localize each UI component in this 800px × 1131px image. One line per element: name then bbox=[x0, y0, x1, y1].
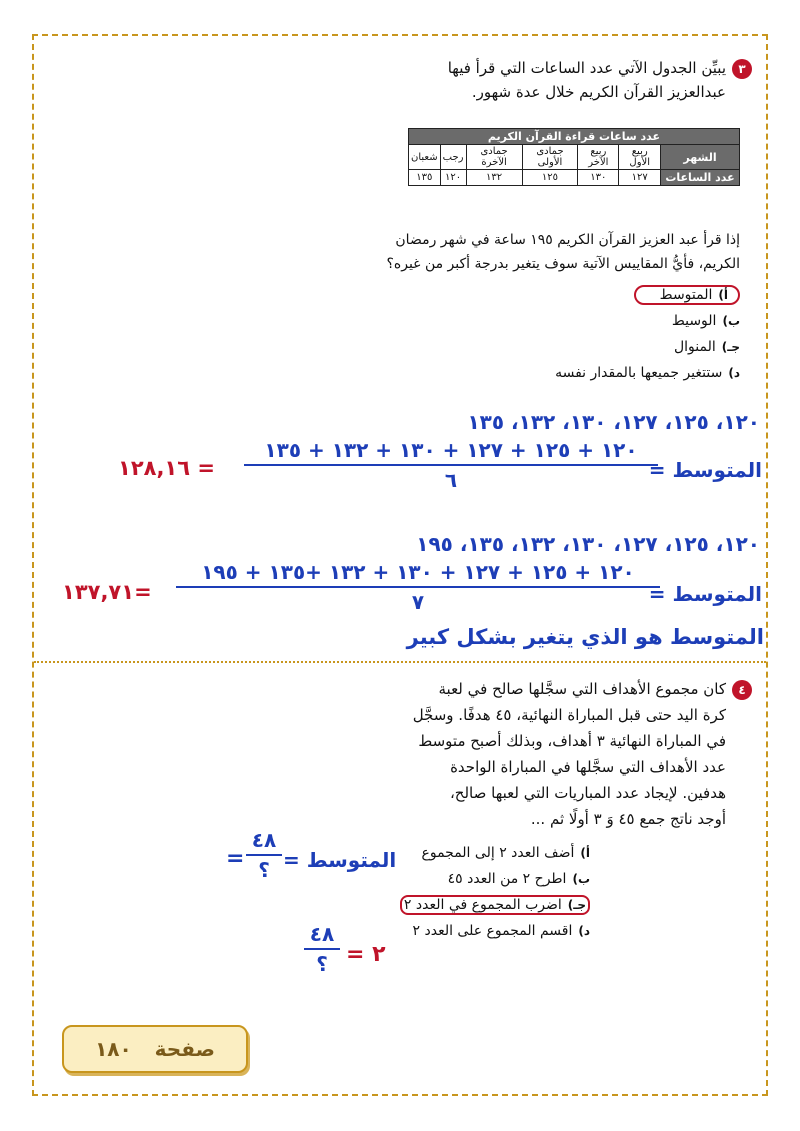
q4-option-d[interactable]: د)اقسم المجموع على العدد ٢ bbox=[412, 923, 590, 939]
table-cell: رجب bbox=[440, 145, 466, 170]
q4-equals: = bbox=[226, 846, 245, 871]
mean-result-2: =١٣٧,٧١ bbox=[62, 580, 152, 604]
fraction-numerator: ٤٨ bbox=[309, 922, 335, 946]
table-cell: جمادى الأولى bbox=[522, 145, 578, 170]
q4-text bbox=[332, 676, 752, 832]
page-label: صفحة bbox=[154, 1037, 215, 1061]
section-divider bbox=[34, 661, 766, 663]
hours-table bbox=[408, 128, 740, 186]
table-cell: ١٢٥ bbox=[522, 170, 578, 186]
q4-line: كان مجموع الأهداف التي سجَّلها صالح في لعبة bbox=[438, 680, 726, 698]
q4-option-c[interactable] bbox=[290, 892, 590, 918]
fraction-denominator: ٦ bbox=[444, 468, 458, 492]
answer-box: جـ)اضرب المجموع في العدد ٢ bbox=[400, 895, 590, 915]
q4-number-badge: ٤ bbox=[732, 680, 752, 700]
q3-option-b[interactable]: ب)الوسيط bbox=[671, 313, 740, 329]
table-cell: شعبان bbox=[409, 145, 441, 170]
q3-sequence-1: ١٢٠، ١٢٥، ١٢٧، ١٣٠، ١٣٢، ١٣٥ bbox=[467, 410, 760, 434]
q3-option-a[interactable] bbox=[340, 282, 740, 308]
q4-line: أوجد ناتج جمع ٤٥ وَ ٣ أولًا ثم ... bbox=[530, 810, 726, 828]
q3-number-badge: ٣ bbox=[732, 59, 752, 79]
q3-conclusion: المتوسط هو الذي يتغير بشكل كبير bbox=[406, 625, 764, 649]
q4-option-a[interactable]: أ)أضف العدد ٢ إلى المجموع bbox=[421, 845, 590, 861]
table-cell: ١٢٠ bbox=[440, 170, 466, 186]
fraction-numerator: ١٢٠ + ١٢٥ + ١٢٧ + ١٣٠ + ١٣٢ +١٣٥ + ١٩٥ bbox=[201, 560, 635, 584]
table-cell: ١٢٧ bbox=[619, 170, 661, 186]
mean-label-1: المتوسط = bbox=[648, 458, 762, 482]
page-number-box bbox=[62, 1025, 248, 1073]
q4-line: كرة اليد حتى قبل المباراة النهائية، ٤٥ هدفًا. وسجَّل bbox=[412, 706, 726, 724]
q3-text bbox=[72, 56, 752, 104]
q3-prompt bbox=[80, 228, 740, 276]
mean-result-1: = ١٢٨,١٦ bbox=[118, 456, 215, 480]
q3-prompt-line2: الكريم، فأيُّ المقاييس الآتية سوف يتغير بدرجة أكبر من غيره؟ bbox=[386, 256, 740, 272]
table-cell: ١٣٥ bbox=[409, 170, 441, 186]
q4-mean-label: المتوسط = bbox=[283, 848, 397, 872]
fraction-denominator: ؟ bbox=[316, 952, 328, 976]
table-cell: ١٣٢ bbox=[466, 170, 522, 186]
table-row-header-hours: عدد الساعات bbox=[661, 170, 740, 186]
q3-option-c[interactable]: جـ)المنوال bbox=[673, 339, 740, 355]
page-number: ١٨٠ bbox=[95, 1037, 132, 1061]
fraction-bar bbox=[304, 948, 340, 950]
answer-circle: أ)المتوسط bbox=[634, 285, 740, 305]
q3-prompt-line1: إذا قرأ عبد العزيز القرآن الكريم ١٩٥ ساعة في شهر رمضان bbox=[395, 232, 740, 248]
fraction-denominator: ٧ bbox=[411, 590, 425, 614]
q4-fraction-1 bbox=[246, 828, 282, 882]
q3-line1: يبيِّن الجدول الآتي عدد الساعات التي قرأ فيها bbox=[447, 59, 726, 77]
table-caption: عدد ساعات قراءة القرآن الكريم bbox=[409, 129, 740, 145]
q4-fraction-2 bbox=[304, 922, 340, 976]
mean-fraction-2 bbox=[176, 560, 660, 614]
q4-line: هدفين. لإيجاد عدد المباريات التي لعبها صالح، bbox=[449, 784, 726, 802]
q4-line: عدد الأهداف التي سجَّلها في المباراة الواحدة bbox=[450, 758, 726, 776]
q4-line: في المباراة النهائية ٣ أهداف، وبذلك أصبح متوسط bbox=[418, 732, 726, 750]
q4-option-b[interactable]: ب)اطرح ٢ من العدد ٤٥ bbox=[447, 871, 590, 887]
q3-sequence-2: ١٢٠، ١٢٥، ١٢٧، ١٣٠، ١٣٢، ١٣٥، ١٩٥ bbox=[416, 532, 760, 556]
mean-fraction-1 bbox=[244, 438, 658, 492]
table-row-header-month: الشهر bbox=[661, 145, 740, 170]
q4-result: = ٢ bbox=[346, 942, 386, 967]
fraction-numerator: ١٢٠ + ١٢٥ + ١٢٧ + ١٣٠ + ١٣٢ + ١٣٥ bbox=[264, 438, 638, 462]
q3-option-d[interactable]: د)ستتغير جميعها بالمقدار نفسه bbox=[555, 365, 740, 381]
table-cell: جمادى الآخرة bbox=[466, 145, 522, 170]
table-cell: ١٣٠ bbox=[578, 170, 619, 186]
q3-line2: عبدالعزيز القرآن الكريم خلال عدة شهور. bbox=[471, 83, 726, 101]
table-cell: ربيع الأول bbox=[619, 145, 661, 170]
fraction-denominator: ؟ bbox=[258, 858, 270, 882]
fraction-bar bbox=[176, 586, 660, 588]
fraction-bar bbox=[244, 464, 658, 466]
table-cell: ربيع الآخر bbox=[578, 145, 619, 170]
q3-options bbox=[340, 282, 740, 386]
fraction-numerator: ٤٨ bbox=[251, 828, 277, 852]
mean-label-2: المتوسط = bbox=[648, 582, 762, 606]
fraction-bar bbox=[246, 854, 282, 856]
